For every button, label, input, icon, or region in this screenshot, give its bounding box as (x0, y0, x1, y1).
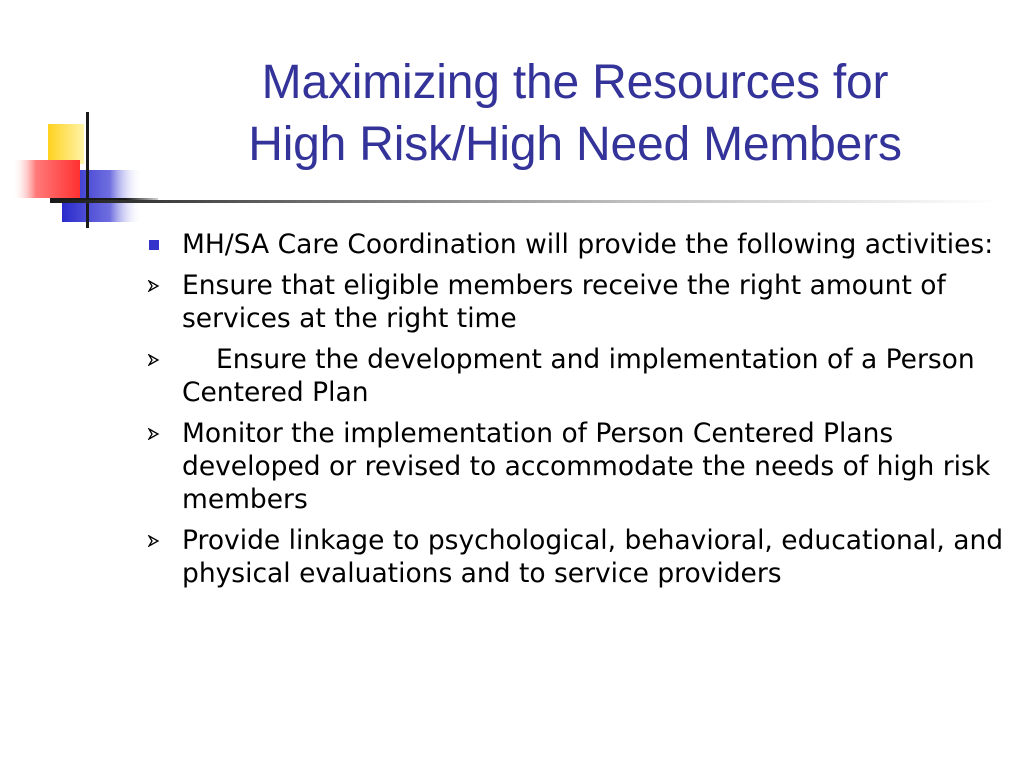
slide-title (150, 52, 1000, 176)
arrow-bullet-icon (144, 343, 164, 376)
bullet-item-5 (140, 524, 1010, 590)
arrow-bullet-icon (144, 417, 164, 450)
bullet-item-1 (140, 228, 1010, 261)
bullet-text-5: Provide linkage to psychological, behavioral, educational, and physical evaluations and to service providers (182, 525, 1004, 589)
title-divider (50, 200, 1000, 203)
square-bullet-icon (144, 228, 164, 261)
bullet-text-4: Monitor the implementation of Person Centered Plans developed or revised to accommodate the needs of high risk members (182, 418, 991, 515)
bullet-text-1: MH/SA Care Coordination will provide the following activities: (182, 229, 994, 260)
bullet-list (140, 228, 1010, 598)
bullet-item-2 (140, 269, 1010, 335)
decorative-squares-logo (0, 0, 160, 240)
bullet-item-4 (140, 417, 1010, 516)
bullet-text-3: Ensure the development and implementation of a Person Centered Plan (182, 344, 975, 408)
bullet-item-3 (140, 343, 1010, 409)
title-line-2: High Risk/High Need Members (248, 118, 902, 171)
arrow-bullet-icon (144, 524, 164, 557)
arrow-bullet-icon (144, 269, 164, 302)
bullet-text-2: Ensure that eligible members receive the right amount of services at the right time (182, 270, 946, 334)
title-line-1: Maximizing the Resources for (261, 56, 889, 109)
